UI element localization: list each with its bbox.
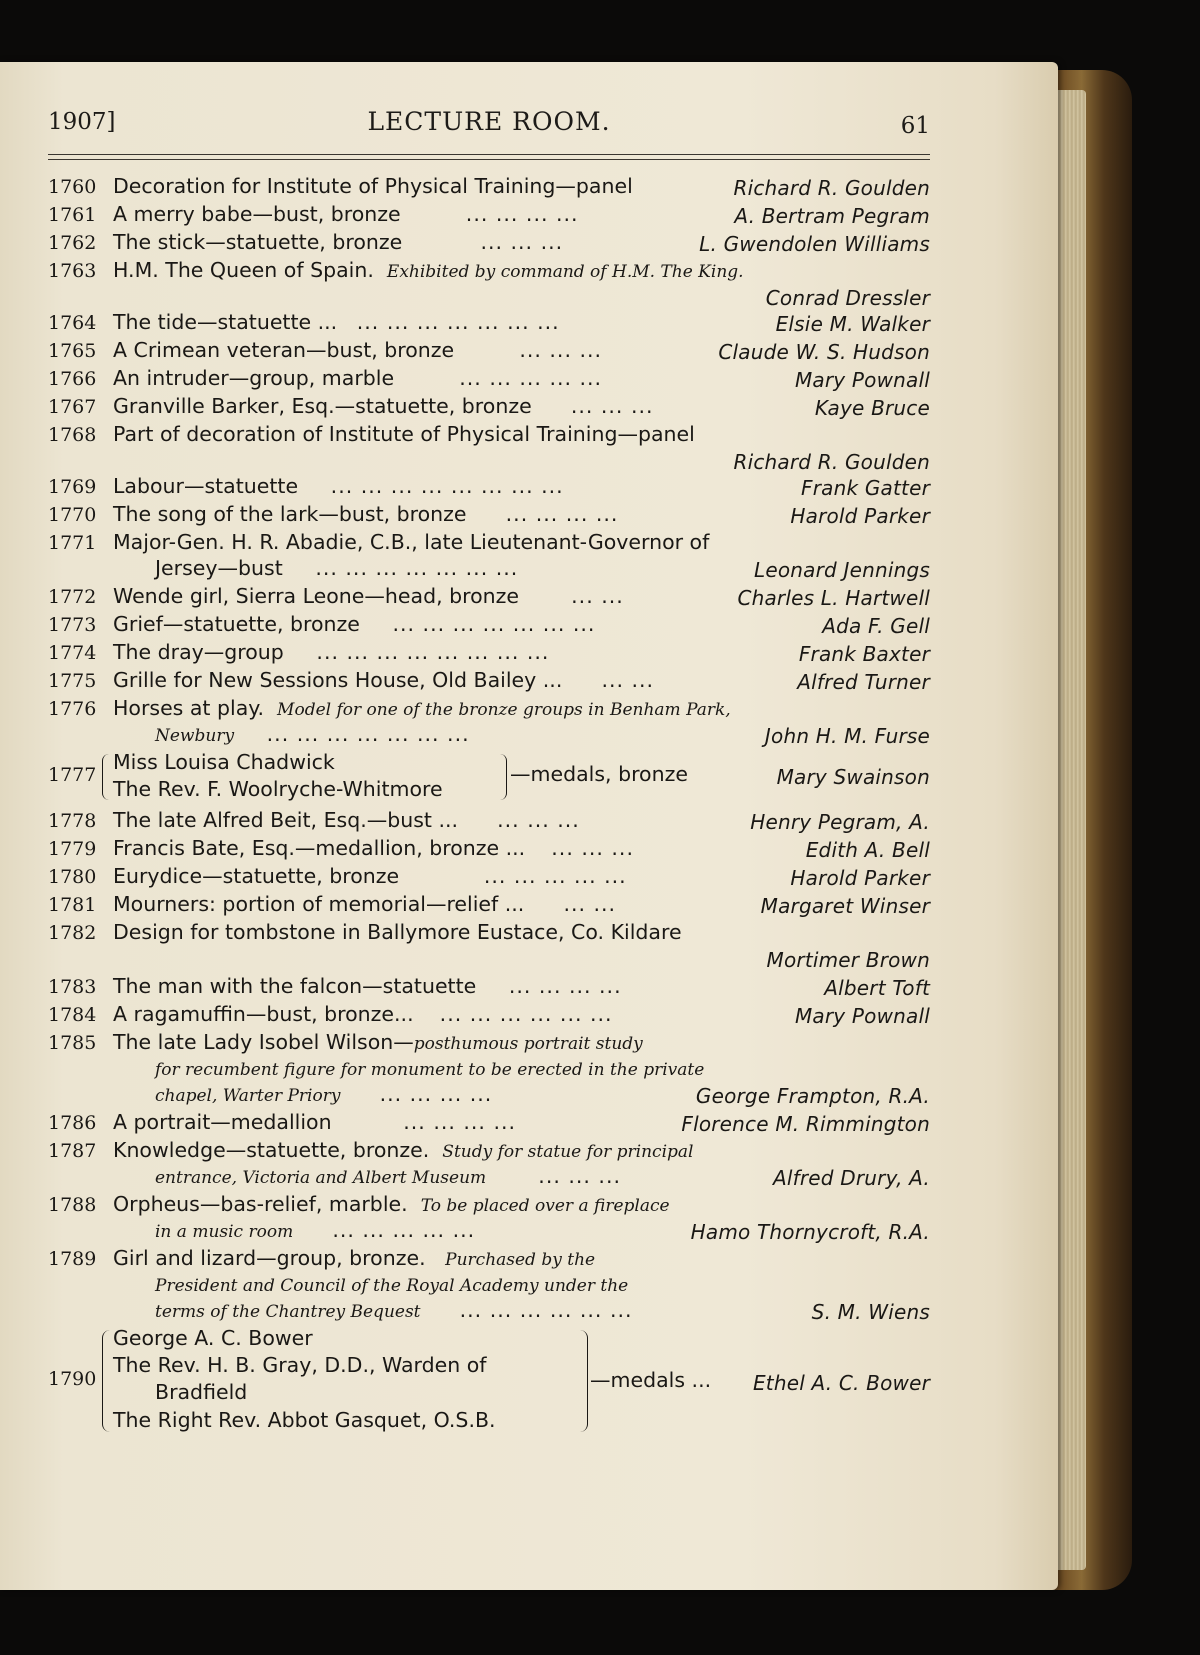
entry-note: President and Council of the Royal Academy under the [155, 1276, 629, 1296]
leader-dots: ... ... ... ... ... ... ... ... [316, 640, 550, 664]
catalogue-entry [48, 1002, 930, 1030]
entry-title [113, 258, 744, 282]
entry-title [113, 338, 602, 362]
entry-number: 1789 [48, 1248, 97, 1270]
entry-note: posthumous portrait study [413, 1034, 643, 1054]
leader-dots: ... ... [571, 584, 624, 608]
entry-title [113, 836, 634, 860]
catalogue-entry [48, 230, 930, 258]
catalogue-entry [48, 422, 930, 450]
entry-number: 1760 [48, 176, 97, 198]
leader-dots: ... ... ... ... ... [332, 1218, 476, 1242]
entry-title-text: Mourners: portion of memorial—relief ... [113, 892, 525, 916]
entry-number: 1777 [48, 764, 97, 786]
entry-title-text: The tide—statuette ... [113, 310, 338, 334]
entry-number: 1779 [48, 838, 97, 860]
entry-artist: Mary Pownall [794, 368, 930, 392]
entry-title-text: The stick—statuette, bronze [113, 230, 403, 254]
entry-artist: Mortimer Brown [766, 948, 930, 972]
entry-note-continued [155, 1082, 492, 1106]
entry-title [113, 1002, 613, 1026]
leader-dots: ... ... ... [480, 230, 564, 254]
entry-title-text: Labour—statuette [113, 474, 299, 498]
leader-dots: ... ... ... ... ... ... ... [266, 722, 470, 746]
entry-line: The Rev. H. B. Gray, D.D., Warden of [113, 1353, 487, 1377]
entry-note: for recumbent figure for monument to be erected in the private [155, 1060, 705, 1080]
catalogue-entry [48, 258, 930, 286]
catalogue-entry-continuation [48, 1082, 930, 1110]
catalogue-entry-continuation [48, 556, 930, 584]
leader-dots: ... ... [563, 892, 617, 916]
leader-dots: ... ... ... ... ... ... ... ... [330, 474, 564, 498]
entry-artist: Leonard Jennings [754, 558, 930, 582]
entry-number: 1784 [48, 1004, 97, 1026]
entry-title-continued [155, 722, 470, 746]
entry-title-text: The song of the lark—bust, bronze [113, 502, 467, 526]
entry-artist: Kaye Bruce [814, 396, 930, 420]
catalogue-entry [48, 310, 930, 338]
page-title: LECTURE ROOM. [367, 107, 611, 136]
entry-artist: Florence M. Rimmington [681, 1112, 930, 1136]
entry-note: Purchased by the [445, 1250, 596, 1270]
entry-title [113, 366, 602, 390]
entry-title-text: A ragamuffin—bust, bronze... [113, 1002, 414, 1026]
catalogue-entry-continuation [48, 1164, 930, 1192]
leader-dots: ... ... ... [551, 836, 634, 860]
entry-title-text: The late Alfred Beit, Esq.—bust ... [113, 808, 459, 832]
entry-number: 1776 [48, 698, 97, 720]
catalogue-entry-continuation [48, 284, 930, 312]
entry-description: —medals ... [590, 1368, 712, 1392]
entry-artist: S. M. Wiens [811, 1300, 930, 1324]
entry-artist: Harold Parker [790, 504, 930, 528]
catalogue-entry [48, 750, 930, 806]
leader-dots: ... ... ... ... ... ... ... [356, 310, 560, 334]
leader-dots: ... ... ... [519, 338, 603, 362]
entry-number: 1773 [48, 614, 97, 636]
entry-number: 1786 [48, 1112, 97, 1134]
catalogue-entry [48, 338, 930, 366]
entry-line: Miss Louisa Chadwick [113, 750, 335, 774]
entry-artist: Mary Swainson [776, 765, 930, 789]
catalogue-entry [48, 1030, 930, 1058]
entry-number: 1764 [48, 312, 97, 334]
entry-number: 1785 [48, 1032, 97, 1054]
leader-dots: ... ... ... ... ... ... [439, 1002, 613, 1026]
entry-title: Part of decoration of Institute of Physical Training—panel [113, 422, 695, 446]
entry-title [113, 640, 549, 664]
entry-title-text: A portrait—medallion [113, 1110, 332, 1134]
leader-dots: ... ... ... ... ... [459, 366, 603, 390]
entry-title [113, 584, 624, 608]
entry-title [113, 502, 618, 526]
entry-title-text: Orpheus—bas-relief, marble. [113, 1192, 408, 1216]
entry-artist: Ethel A. C. Bower [752, 1371, 930, 1395]
entry-note: Exhibited by command of H.M. The King. [386, 262, 744, 282]
entry-number: 1781 [48, 894, 97, 916]
entry-title [113, 612, 595, 636]
entry-number: 1790 [48, 1368, 97, 1390]
leader-dots: ... ... ... [570, 394, 654, 418]
entry-title-text: Jersey—bust [155, 556, 283, 580]
entry-number: 1769 [48, 476, 97, 498]
leader-dots: ... ... ... [497, 808, 580, 832]
entry-title-text: Grief—statuette, bronze [113, 612, 360, 636]
left-brace [102, 1330, 110, 1432]
entry-artist: Albert Toft [824, 976, 930, 1000]
catalogue-entry [48, 1110, 930, 1138]
catalogue-entry [48, 1192, 930, 1220]
catalogue-entry-continuation [48, 1298, 930, 1326]
entry-number: 1782 [48, 922, 97, 944]
entry-title-text: H.M. The Queen of Spain. [113, 258, 374, 282]
catalogue-entry [48, 668, 930, 696]
entry-note: in a music room [155, 1222, 294, 1242]
entry-title-text: An intruder—group, marble [113, 366, 395, 390]
entry-number: 1770 [48, 504, 97, 526]
entry-number: 1771 [48, 532, 97, 554]
entry-title-text: Horses at play. [113, 696, 264, 720]
entry-note: To be placed over a fireplace [420, 1196, 670, 1216]
entry-number: 1778 [48, 810, 97, 832]
entry-line: The Right Rev. Abbot Gasquet, O.S.B. [113, 1408, 496, 1432]
left-brace [102, 754, 109, 800]
entry-number: 1783 [48, 976, 97, 998]
catalogue-entry [48, 612, 930, 640]
entry-artist: A. Bertram Pegram [734, 204, 930, 228]
entry-note-continued [155, 1164, 621, 1188]
entry-title-text: The dray—group [113, 640, 284, 664]
entry-note: Study for statue for principal [442, 1142, 694, 1162]
entry-artist: John H. M. Furse [764, 724, 930, 748]
catalogue-entry-continuation [48, 1056, 930, 1084]
catalogue-entry [48, 836, 930, 864]
entry-number: 1787 [48, 1140, 97, 1162]
leader-dots: ... ... ... ... ... ... ... [315, 556, 519, 580]
entry-title [113, 864, 627, 888]
entry-artist: Frank Baxter [798, 642, 930, 666]
catalogue-entry-continuation [48, 946, 930, 974]
page-number: 61 [900, 113, 930, 139]
leader-dots: ... ... ... ... ... ... [459, 1298, 633, 1322]
book-page [0, 62, 1058, 1590]
entry-title-text: Francis Bate, Esq.—medallion, bronze ... [113, 836, 526, 860]
entry-artist: Harold Parker [790, 866, 930, 890]
entry-title-text: Knowledge—statuette, bronze. [113, 1138, 430, 1162]
entry-artist: Alfred Turner [797, 670, 930, 694]
catalogue-entry [48, 474, 930, 502]
entry-title-text: Eurydice—statuette, bronze [113, 864, 400, 888]
catalogue-entry [48, 696, 930, 724]
entry-title [113, 696, 731, 720]
entry-artist: Mary Pownall [794, 1004, 930, 1028]
leader-dots: ... ... ... ... ... [483, 864, 627, 888]
entry-line: Bradfield [155, 1380, 248, 1404]
entry-title: Major-Gen. H. R. Abadie, C.B., late Lieutenant-Governor of [113, 530, 710, 554]
entry-number: 1765 [48, 340, 97, 362]
catalogue-entry-continuation [48, 448, 930, 476]
entry-number: 1767 [48, 396, 97, 418]
entry-number: 1768 [48, 424, 97, 446]
catalogue-entry [48, 920, 930, 948]
header-rule [48, 154, 930, 155]
catalogue-entry [48, 640, 930, 668]
entry-artist: Frank Gatter [801, 476, 930, 500]
entry-title [113, 1030, 643, 1054]
entry-artist: Hamo Thornycroft, R.A. [690, 1220, 930, 1244]
catalogue-entry [48, 1246, 930, 1274]
catalogue-entry-continuation [48, 722, 930, 750]
entry-number: 1788 [48, 1194, 97, 1216]
entry-title [113, 394, 654, 418]
catalogue-entry [48, 366, 930, 394]
entry-artist: Margaret Winser [760, 894, 930, 918]
entry-title [113, 310, 560, 334]
catalogue-entry [48, 864, 930, 892]
entry-number: 1763 [48, 260, 97, 282]
entry-title-text: Girl and lizard—group, bronze. [113, 1246, 426, 1270]
catalogue-entry [48, 1326, 930, 1438]
entry-line: The Rev. F. Woolryche-Whitmore [113, 777, 443, 801]
catalogue-entry [48, 892, 930, 920]
entry-title-text: The man with the falcon—statuette [113, 974, 477, 998]
catalogue-entry [48, 808, 930, 836]
entry-note-continued [155, 1056, 704, 1080]
catalogue-entry [48, 530, 930, 558]
entry-title-text: The late Lady Isobel Wilson— [113, 1030, 414, 1054]
catalogue-entry [48, 502, 930, 530]
entry-artist: L. Gwendolen Williams [699, 232, 930, 256]
entry-artist: Charles L. Hartwell [737, 586, 930, 610]
running-header [48, 107, 930, 147]
entry-number: 1774 [48, 642, 97, 664]
entry-artist: Edith A. Bell [805, 838, 930, 862]
entry-artist: George Frampton, R.A. [695, 1084, 930, 1108]
leader-dots: ... ... ... ... [379, 1082, 493, 1106]
entry-title: Decoration for Institute of Physical Training—panel [113, 174, 633, 198]
entry-artist: Henry Pegram, A. [750, 810, 930, 834]
header-year: 1907] [48, 109, 116, 135]
entry-note: entrance, Victoria and Albert Museum [155, 1168, 487, 1188]
entry-number: 1775 [48, 670, 97, 692]
catalogue-entry [48, 174, 930, 202]
entry-title [113, 202, 579, 226]
entry-title [113, 1246, 595, 1270]
leader-dots: ... ... [601, 668, 655, 692]
entry-title [113, 974, 622, 998]
catalogue-entry [48, 1138, 930, 1166]
entry-description: —medals, bronze [510, 762, 688, 786]
entry-line: George A. C. Bower [113, 1326, 313, 1350]
entry-title: Design for tombstone in Ballymore Eustace, Co. Kildare [113, 920, 682, 944]
entry-title [113, 1110, 516, 1134]
entry-note: chapel, Warter Priory [155, 1086, 341, 1106]
entry-title [113, 808, 580, 832]
entry-artist: Richard R. Goulden [733, 450, 930, 474]
entry-artist: Richard R. Goulden [733, 176, 930, 200]
entry-title-text: Granville Barker, Esq.—statuette, bronze [113, 394, 532, 418]
entry-note-continued [155, 1272, 628, 1296]
entry-title [113, 474, 564, 498]
entry-title [113, 230, 563, 254]
entry-note-continued [155, 1298, 633, 1322]
right-brace [500, 754, 507, 800]
entry-title [113, 1192, 670, 1216]
entry-number: 1780 [48, 866, 97, 888]
leader-dots: ... ... ... ... [403, 1110, 517, 1134]
entry-artist: Ada F. Gell [822, 614, 930, 638]
catalogue-entry [48, 974, 930, 1002]
entry-title-text: A Crimean veteran—bust, bronze [113, 338, 455, 362]
entry-title-continued [155, 556, 518, 580]
entry-number: 1761 [48, 204, 97, 226]
leader-dots: ... ... ... ... [465, 202, 579, 226]
entry-number: 1762 [48, 232, 97, 254]
catalogue-entry [48, 394, 930, 422]
leader-dots: ... ... ... ... [508, 974, 622, 998]
entry-note: Model for one of the bronze groups in Benham Park, [277, 700, 731, 720]
entry-number: 1766 [48, 368, 97, 390]
entry-artist: Alfred Drury, A. [773, 1166, 930, 1190]
entry-artist: Conrad Dressler [765, 286, 930, 310]
entry-title-text: Wende girl, Sierra Leone—head, bronze [113, 584, 520, 608]
entry-title-text: A merry babe—bust, bronze [113, 202, 401, 226]
catalogue-entry-continuation [48, 1272, 930, 1300]
leader-dots: ... ... ... [538, 1164, 621, 1188]
header-rule-double [48, 159, 930, 160]
entry-title [113, 668, 654, 692]
entry-artist: Claude W. S. Hudson [718, 340, 930, 364]
leader-dots: ... ... ... ... ... ... ... [392, 612, 596, 636]
entry-note: terms of the Chantrey Bequest [155, 1302, 421, 1322]
entry-note: Newbury [155, 726, 235, 746]
entry-title-text: Grille for New Sessions House, Old Bailey ... [113, 668, 563, 692]
catalogue-entry [48, 584, 930, 612]
entry-number: 1772 [48, 586, 97, 608]
right-brace [580, 1330, 588, 1432]
entry-artist: Elsie M. Walker [775, 312, 930, 336]
entry-title [113, 1138, 693, 1162]
leader-dots: ... ... ... ... [505, 502, 619, 526]
entry-title [113, 892, 616, 916]
catalogue-entry-continuation [48, 1218, 930, 1246]
catalogue-entry [48, 202, 930, 230]
entry-note-continued [155, 1218, 475, 1242]
